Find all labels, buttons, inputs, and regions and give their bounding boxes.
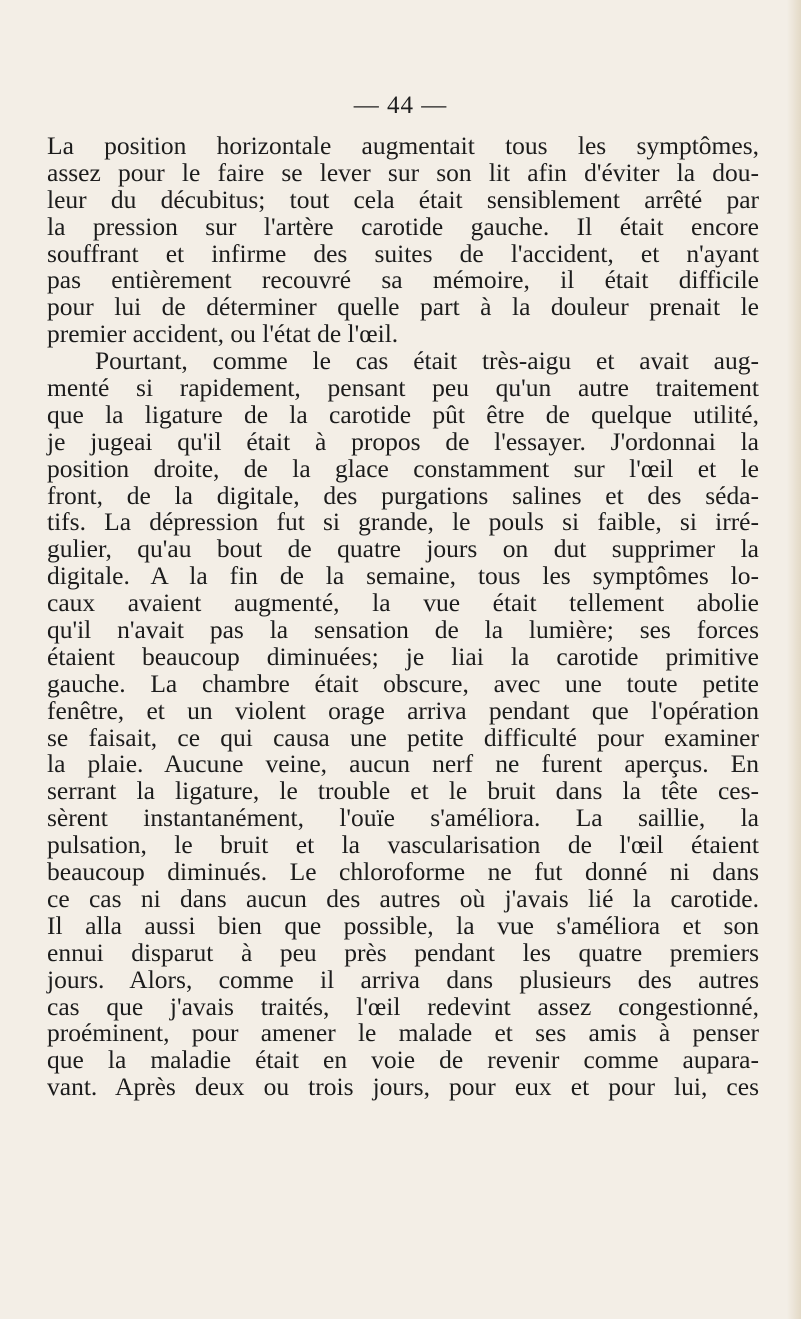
- text-line: pour lui de déterminer quelle part à la douleur prenait le: [47, 292, 759, 322]
- text-line: la plaie. Aucune veine, aucun nerf ne furent aperçus. En: [47, 749, 759, 779]
- text-line: ennui disparut à peu près pendant les quatre premiers: [47, 937, 759, 967]
- text-line: que la maladie était en voie de revenir comme aupara-: [47, 1045, 759, 1075]
- text-line: vant. Après deux ou trois jours, pour eux et pour lui, ces: [47, 1072, 759, 1102]
- text-line: ce cas ni dans aucun des autres où j'avais lié la carotide.: [47, 883, 759, 913]
- page-number: — 44 —: [353, 92, 448, 119]
- text-line: pas entièrement recouvré sa mémoire, il était difficile: [47, 265, 759, 295]
- text-line: La position horizontale augmentait tous les symptômes,: [47, 131, 759, 160]
- text-line: qu'il n'avait pas la sensation de la lumière; ses forces: [47, 615, 759, 645]
- text-line: se faisait, ce qui causa une petite difficulté pour examiner: [47, 722, 759, 752]
- text-line: front, de la digitale, des purgations salines et des séda-: [47, 480, 759, 510]
- text-line: digitale. A la fin de la semaine, tous les symptômes lo-: [47, 561, 759, 591]
- text-line: fenêtre, et un violent orage arriva pendant que l'opération: [47, 695, 759, 725]
- text-line: pulsation, le bruit et la vascularisation de l'œil étaient: [47, 830, 759, 860]
- text-line: Pourtant, comme le cas était très-aigu et avait aug-: [95, 346, 759, 376]
- text-line: tifs. La dépression fut si grande, le pouls si faible, si irré-: [47, 507, 759, 537]
- text-line: jours. Alors, comme il arriva dans plusieurs des autres: [47, 964, 759, 994]
- text-line: serrant la ligature, le trouble et le bruit dans la tête ces-: [47, 776, 759, 806]
- text-line: position droite, de la glace constamment sur l'œil et le: [47, 453, 759, 483]
- text-line: étaient beaucoup diminuées; je liai la carotide primitive: [47, 641, 759, 671]
- text-line: proéminent, pour amener le malade et ses amis à penser: [47, 1018, 759, 1048]
- text-line: gauche. La chambre était obscure, avec une toute petite: [47, 668, 759, 698]
- text-line: souffrant et infirme des suites de l'accident, et n'ayant: [47, 238, 759, 268]
- text-line: je jugeai qu'il était à propos de l'essayer. J'ordonnai la: [47, 426, 759, 456]
- text-line: cas que j'avais traités, l'œil redevint assez congestionné,: [47, 991, 759, 1021]
- text-line: menté si rapidement, pensant peu qu'un autre traitement: [47, 373, 759, 403]
- text-line: gulier, qu'au bout de quatre jours on dut supprimer la: [47, 534, 759, 564]
- text-line: Il alla aussi bien que possible, la vue s'améliora et son: [47, 910, 759, 940]
- text-line: beaucoup diminués. Le chloroforme ne fut donné ni dans: [47, 857, 759, 887]
- text-line: que la ligature de la carotide pût être de quelque utilité,: [47, 399, 759, 429]
- text-line: sèrent instantanément, l'ouïe s'améliora. La saillie, la: [47, 803, 759, 833]
- text-line: caux avaient augmenté, la vue était tellement abolie: [47, 588, 759, 618]
- text-line: leur du décubitus; tout cela était sensiblement arrêté par: [47, 184, 759, 214]
- text-line: la pression sur l'artère carotide gauche. Il était encore: [47, 211, 759, 241]
- body-text: [47, 133, 759, 1101]
- text-line: assez pour le faire se lever sur son lit afin d'éviter la dou-: [47, 157, 759, 187]
- text-line: premier accident, ou l'état de l'œil.: [47, 319, 399, 349]
